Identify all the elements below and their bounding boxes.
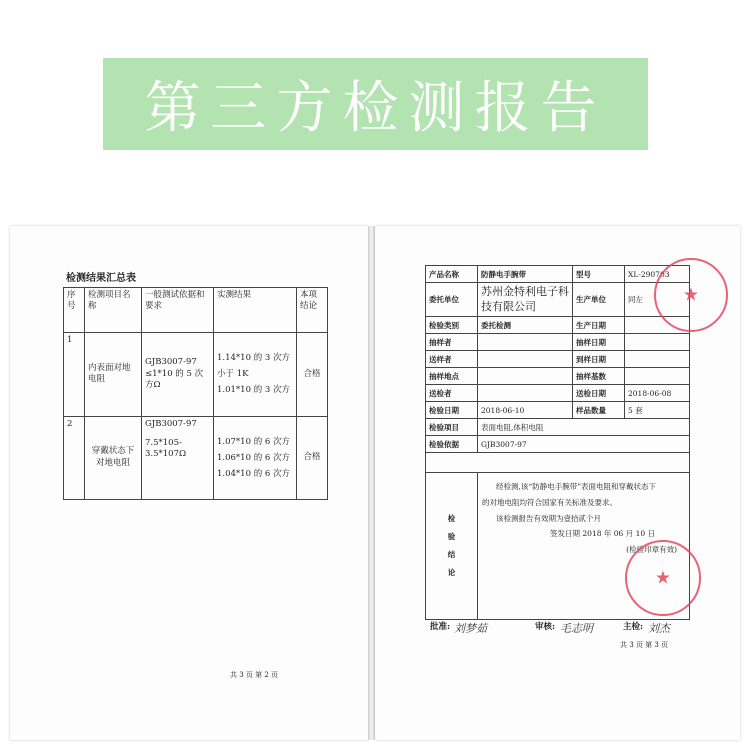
header-item: 检测项目名称 (85, 288, 142, 333)
value-maker: 同左 (625, 283, 690, 317)
result-line: 1.06*10 的 6 次方 (217, 452, 291, 463)
basis-req: 7.5*105-3.5*107Ω (145, 437, 187, 460)
star-icon: ★ (654, 567, 672, 589)
label-sender: 送样者 (426, 351, 478, 368)
row-basis (142, 416, 214, 500)
label-sample-place: 抽样地点 (426, 368, 478, 385)
header-conclusion: 本项结论 (297, 288, 328, 333)
concl-line: 经检测,该“防静电手腕带”表面电阻和穿戴状态下 (496, 482, 657, 491)
approve-signature: 刘梦茹 (454, 622, 487, 635)
label-sampler: 抽样者 (426, 334, 478, 351)
red-seal-stamp (654, 258, 728, 332)
result-line: 小于 1K (217, 369, 249, 380)
main-signature: 刘杰 (648, 622, 670, 635)
label-check-date: 检验日期 (426, 402, 478, 419)
value-check-type: 委托检测 (478, 317, 573, 334)
label-send-person: 送检者 (426, 385, 478, 402)
table-row (64, 416, 328, 500)
label-conclusion (426, 473, 478, 620)
header-result: 实测结果 (214, 288, 297, 333)
concl-char: 检 (447, 514, 456, 523)
concl-char: 验 (447, 532, 456, 541)
value-check-basis: GJB3007-97 (478, 436, 690, 453)
result-line: 1.01*10 的 3 次方 (217, 385, 291, 396)
value-send-date: 2018-06-08 (625, 385, 690, 402)
concl-line: 签发日期 2018 年 06 月 10 日 (550, 529, 655, 539)
label-model: 型号 (573, 266, 625, 283)
concl-char: 论 (447, 568, 456, 577)
summary-title: 检测结果汇总表 (66, 273, 136, 284)
star-icon: ★ (682, 284, 700, 306)
row-item: 内表面对地电阻 (85, 333, 142, 417)
approve-label: 批准: (430, 622, 451, 632)
row-no: 2 (64, 416, 85, 500)
concl-line: 该检测报告有效期为壹拾贰个月 (496, 513, 601, 523)
value-model: XL-290703 (625, 266, 690, 283)
row-item: 穿戴状态下对地电阻 (85, 416, 142, 500)
value-send-person (478, 385, 573, 402)
summary-table (63, 287, 328, 500)
review-signature: 毛志明 (560, 622, 593, 635)
header-no: 序号 (64, 288, 85, 333)
value-sample-place (478, 368, 573, 385)
row-results (214, 333, 297, 417)
page-fold (368, 226, 375, 740)
left-page-footer: 共 3 页 第 2 页 (230, 671, 279, 679)
value-product-name: 防静电手腕带 (478, 266, 573, 283)
label-send-date: 送检日期 (573, 385, 625, 402)
result-line: 1.04*10 的 6 次方 (217, 468, 291, 479)
label-arrive-date: 到样日期 (573, 351, 625, 368)
row-no: 1 (64, 333, 85, 417)
value-sample-date (625, 334, 690, 351)
value-sampler (478, 334, 573, 351)
value-sample-base (625, 368, 690, 385)
row-basis (142, 333, 214, 417)
result-line: 1.14*10 的 3 次方 (217, 353, 291, 364)
value-check-item: 表面电阻,体积电阻 (478, 419, 690, 436)
row-results (214, 416, 297, 500)
label-check-basis: 检验依据 (426, 436, 478, 453)
main-label: 主检: (623, 622, 644, 632)
value-client: 苏州金特利电子科技有限公司 (478, 283, 573, 317)
blank-row (426, 453, 690, 473)
label-maker: 生产单位 (573, 283, 625, 317)
label-qty: 样品数量 (573, 402, 625, 419)
concl-char: 结 (447, 550, 456, 559)
basis-code: GJB3007-97 (145, 357, 197, 368)
value-arrive-date (625, 351, 690, 368)
banner-title: 第三方检测报告 (144, 76, 607, 141)
result-line: 1.07*10 的 6 次方 (217, 436, 291, 447)
table-row (64, 333, 328, 417)
basis-req: ≤1*10 的 5 次方Ω (145, 368, 204, 390)
value-sender (478, 351, 573, 368)
review-label: 审核: (535, 622, 556, 632)
label-client: 委托单位 (426, 283, 478, 317)
report-banner (103, 58, 648, 150)
label-sample-base: 抽样基数 (573, 368, 625, 385)
label-product-name: 产品名称 (426, 266, 478, 283)
row-conclusion: 合格 (297, 416, 328, 500)
label-check-item: 检验项目 (426, 419, 478, 436)
header-basis: 一般测试依据和要求 (142, 288, 214, 333)
summary-header-row (64, 288, 328, 333)
value-check-date: 2018-06-10 (478, 402, 573, 419)
label-prod-date: 生产日期 (573, 317, 625, 334)
red-seal-stamp (625, 540, 701, 616)
concl-line: 的对地电阻均符合国家有关标准及要求。 (482, 497, 617, 507)
concl-line: (检验印章有效) (626, 545, 677, 554)
label-check-type: 检验类别 (426, 317, 478, 334)
row-conclusion: 合格 (297, 333, 328, 417)
value-qty: 5 套 (625, 402, 690, 419)
label-sample-date: 抽样日期 (573, 334, 625, 351)
basis-code: GJB3007-97 (145, 418, 197, 429)
right-page-footer: 共 3 页 第 3 页 (620, 641, 669, 649)
